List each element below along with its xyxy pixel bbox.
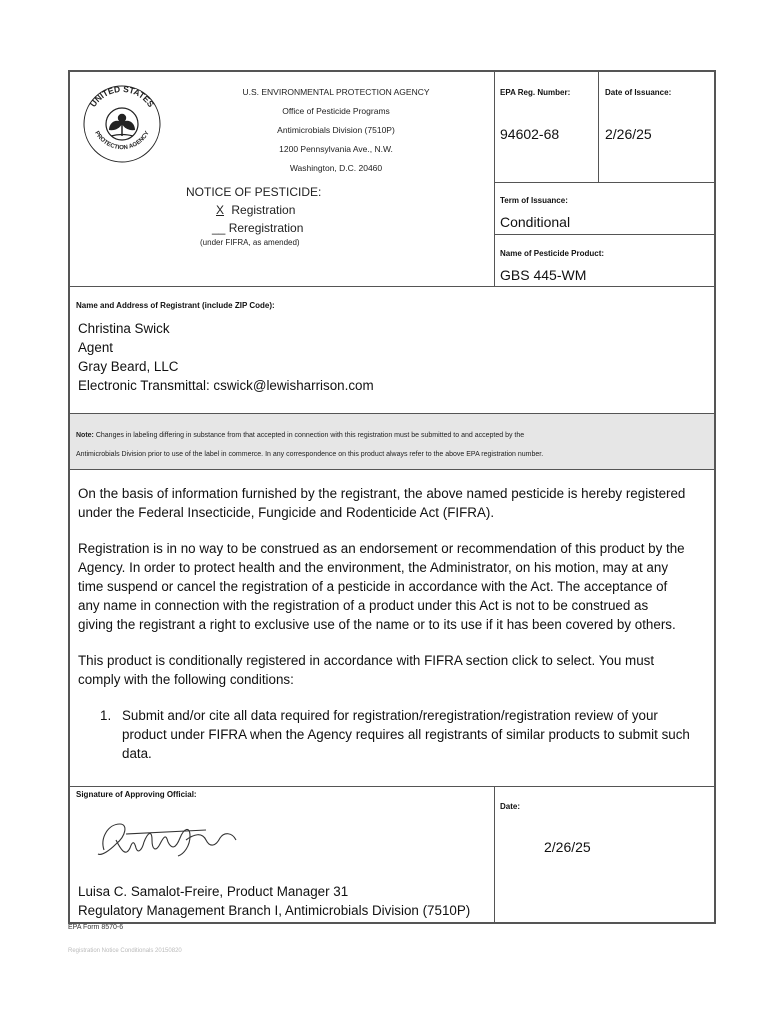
divider <box>494 182 714 183</box>
notice-title: NOTICE OF PESTICIDE: <box>186 185 322 199</box>
agency-city: Washington, D.C. 20460 <box>289 163 383 173</box>
signature-date-label: Date: <box>500 802 521 811</box>
product-name-value: GBS 445-WM <box>500 267 587 283</box>
office-name: Office of Pesticide Programs <box>282 106 390 116</box>
paragraph-line: Registration is in no way to be construed as an endorsement or recommendation of this product by the <box>78 541 685 556</box>
paragraph-line: under the Federal Insecticide, Fungicide and Rodenticide Act (FIFRA). <box>78 505 495 520</box>
paragraph-line: Agency. In order to protect health and the environment, the Administrator, on his motion, may at any <box>78 560 669 575</box>
handwritten-signature-icon <box>86 810 246 872</box>
note-label: Note: <box>76 432 94 439</box>
divider <box>70 469 714 470</box>
registrant-label: Name and Address of Registrant (include ZIP Code): <box>76 301 275 310</box>
division-name: Antimicrobials Division (7510P) <box>277 125 395 135</box>
divider <box>70 786 714 787</box>
form-number: EPA Form 8570-6 <box>68 924 124 931</box>
product-name-label: Name of Pesticide Product: <box>500 249 605 258</box>
svg-text:PROTECTION AGENCY: PROTECTION AGENCY <box>93 130 151 152</box>
condition-number: 1. <box>100 708 112 723</box>
paragraph-line: giving the registrant a right to exclusive use of the name or to its use if it has been covered by others. <box>78 617 676 632</box>
reregistration-mark: __ <box>212 221 226 235</box>
reg-number-label: EPA Reg. Number: <box>500 88 571 97</box>
registration-mark: X <box>216 203 225 217</box>
note-text-line2: Antimicrobials Division prior to use of the label in commerce. In any correspondence on this product always refer to the above EPA registration number. <box>76 451 544 458</box>
template-id: Registration Notice Conditionals 20150820 <box>68 948 182 954</box>
signature-date-value: 2/26/25 <box>544 839 591 855</box>
registrant-title: Agent <box>78 340 113 355</box>
paragraph-line: any name in connection with the registration of a product under this Act is not to be construed as <box>78 598 649 613</box>
divider <box>598 72 599 182</box>
paragraph-line: time suspend or cancel the registration of a pesticide in accordance with the Act. The acceptance of <box>78 579 668 594</box>
registration-notice-form <box>68 70 716 924</box>
note-box <box>70 414 714 469</box>
agency-street: 1200 Pennsylvania Ave., N.W. <box>279 144 393 154</box>
registration-body <box>78 484 712 763</box>
issuance-date-value: 2/26/25 <box>605 126 652 142</box>
epa-seal-logo <box>78 78 166 166</box>
epa-seal-icon <box>78 78 166 166</box>
paragraph-line: comply with the following conditions: <box>78 672 294 687</box>
condition-line: product under FIFRA when the Agency requires all registrants of similar products to submit such <box>122 727 690 742</box>
divider <box>494 72 495 286</box>
note-text-line1: Changes in labeling differing in substance from that accepted in connection with this registration must be submitted to and accepted by the <box>95 432 525 439</box>
paragraph-line: On the basis of information furnished by the registrant, the above named pesticide is hereby registered <box>78 486 686 501</box>
condition-line: data. <box>122 746 152 761</box>
registrant-name: Christina Swick <box>78 321 170 336</box>
condition-line: Submit and/or cite all data required for registration/reregistration/registration review of your <box>122 708 658 723</box>
signature-label: Signature of Approving Official: <box>76 790 197 799</box>
issuance-date-label: Date of Issuance: <box>605 88 672 97</box>
registrant-email: Electronic Transmittal: cswick@lewisharrison.com <box>78 378 374 393</box>
signature-image <box>86 810 246 872</box>
registrant-address <box>78 319 374 395</box>
divider <box>494 786 495 922</box>
registrant-company: Gray Beard, LLC <box>78 359 179 374</box>
registration-option: Registration <box>231 203 296 217</box>
reregistration-option: Reregistration <box>228 221 304 235</box>
approving-official-name: Luisa C. Samalot-Freire, Product Manager 31 <box>78 884 349 899</box>
term-label: Term of Issuance: <box>500 196 568 205</box>
svg-text:UNITED STATES: UNITED STATES <box>87 83 157 109</box>
fifra-note: (under FIFRA, as amended) <box>200 238 300 247</box>
divider <box>70 286 714 287</box>
paragraph-line: This product is conditionally registered in accordance with FIFRA section click to select. You must <box>78 653 655 668</box>
divider <box>494 234 714 235</box>
approving-official-branch: Regulatory Management Branch I, Antimicrobials Division (7510P) <box>78 903 471 918</box>
agency-name: U.S. ENVIRONMENTAL PROTECTION AGENCY <box>242 87 430 97</box>
term-value: Conditional <box>500 214 571 230</box>
reg-number-value: 94602-68 <box>500 126 560 142</box>
